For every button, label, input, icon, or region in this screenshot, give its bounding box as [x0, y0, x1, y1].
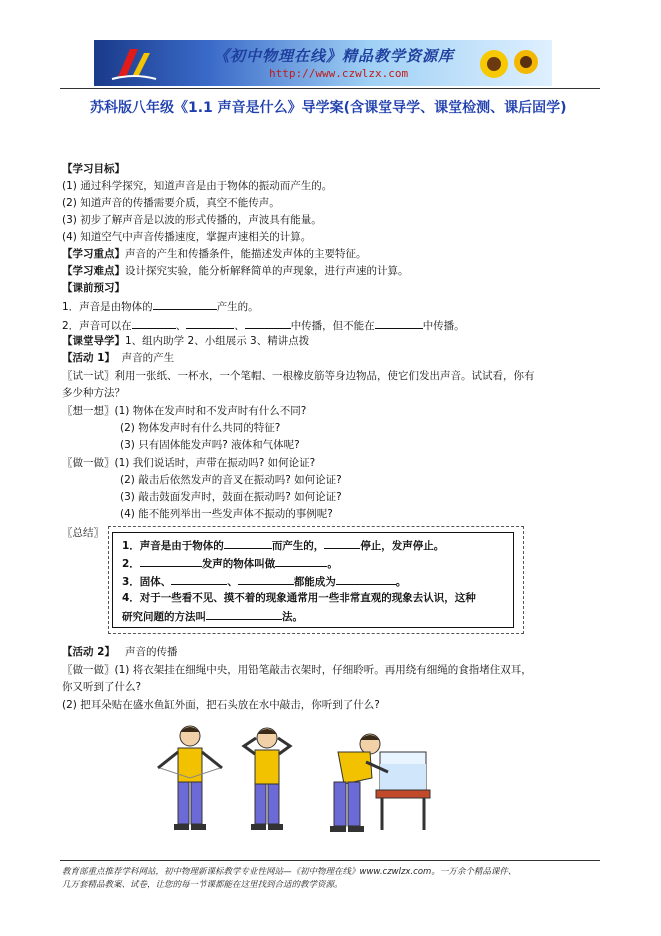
summary-item-4: 4．对于一些看不见、摸不着的现象通常用一些非常直观的现象去认识，这种	[122, 592, 476, 604]
guide-text: 1、组内助学 2、小组展示 3、精讲点拨	[125, 335, 310, 347]
fill-blank[interactable]	[336, 573, 396, 585]
summary-text: 1．声音是由于物体的	[122, 540, 224, 552]
summary-item-2	[122, 555, 338, 571]
summary-text: 法。	[282, 611, 303, 623]
preview-q2-text: 中传播，但不能在	[290, 320, 375, 332]
difficulty	[62, 264, 409, 278]
objective-item: (3) 初步了解声音是以波的形式传播的，声波具有能量。	[62, 214, 322, 226]
summary-text: 。	[327, 558, 338, 570]
summary-text: 都能成为	[293, 576, 336, 588]
preview-q1-text: 产生的。	[216, 301, 259, 313]
do-line	[62, 456, 315, 470]
boy-fish-tank-illustration	[318, 722, 438, 834]
objective-item: (2) 知道声音的传播需要介质，真空不能传声。	[62, 197, 280, 209]
summary-text: 而产生的，	[271, 540, 325, 552]
banner-url[interactable]: http://www.czwlzx.com	[269, 67, 409, 80]
objectives-heading: 【学习目标】	[62, 163, 125, 175]
preview-q1-text: 1．声音是由物体的	[62, 301, 153, 313]
fill-blank[interactable]	[238, 573, 294, 585]
try-it-line: 〖试一试〗利用一张纸、一杯水，一个笔帽、一根橡皮筋等身边物品，使它们发出声音。试试看，你有	[62, 370, 535, 382]
do-item: (4) 能不能列举出一些发声体不振动的事例呢?	[120, 508, 333, 520]
try-it-line: 多少种方法？	[62, 387, 125, 399]
separator: 、	[234, 320, 245, 332]
do-label: 〖做一做〗	[62, 457, 115, 469]
difficulty-text: 设计探究实验，能分析解释简单的声现象，进行声速的计算。	[125, 265, 409, 277]
summary-item-3	[122, 573, 406, 589]
preview-question-2	[62, 317, 465, 333]
summary-label: 〖总结〗	[62, 527, 104, 539]
boy-listening-hanger-illustration	[150, 722, 230, 834]
header-divider	[60, 88, 600, 89]
think-item: (3) 只有固体能发声吗? 液体和气体呢?	[120, 439, 300, 451]
key-point-label: 【学习重点】	[62, 248, 125, 260]
activity-1-label: 【活动 1】	[62, 352, 115, 364]
fill-blank[interactable]	[206, 608, 282, 620]
sunflower-icon	[474, 44, 544, 84]
footer-line: 教育部重点推荐学科网站，初中物理新课标教学专业性网站—《初中物理在线》www.czwlzx.com。一万余个精品课件、	[62, 867, 517, 877]
summary-text: 。	[395, 576, 407, 588]
activity-1-header	[62, 351, 174, 365]
footer-line: 几万套精品教案、试卷，让您的每一节课都能在这里找到合适的教学资源。	[62, 880, 343, 890]
think-line	[62, 404, 306, 418]
key-point	[62, 247, 367, 261]
fill-blank[interactable]	[132, 317, 176, 329]
do-item: (3) 敲击鼓面发声时，鼓面在振动吗? 如何论证?	[120, 491, 342, 503]
fill-blank[interactable]	[171, 573, 227, 585]
key-point-text: 声音的产生和传播条件，能描述发声体的主要特征。	[125, 248, 367, 260]
summary-item-4-cont	[122, 608, 303, 624]
footer-divider	[60, 860, 600, 861]
separator: 、	[175, 320, 187, 332]
preview-question-1	[62, 298, 259, 314]
summary-item-1	[122, 537, 444, 553]
activity-2-do-line: 你又听到了什么?	[62, 681, 142, 693]
do-item: (1) 我们说话时，声带在振动吗? 如何论证?	[114, 457, 316, 469]
fill-blank[interactable]	[324, 537, 360, 549]
activity-1-title: 声音的产生	[121, 352, 175, 364]
summary-text: 发声的物体叫做	[201, 558, 276, 570]
site-banner	[94, 40, 552, 86]
preview-heading: 【课前预习】	[62, 282, 125, 294]
difficulty-label: 【学习难点】	[62, 265, 125, 277]
fill-blank[interactable]	[140, 555, 202, 567]
summary-text: 2．	[122, 558, 140, 570]
think-item: (2) 物体发声时有什么共同的特征?	[120, 422, 281, 434]
boy-ears-plugged-illustration	[232, 722, 302, 834]
summary-text: 研究问题的方法叫	[122, 611, 206, 623]
objective-item: (4) 知道空气中声音传播速度，掌握声速相关的计算。	[62, 231, 312, 243]
activity-2-label: 【活动 2】	[62, 646, 115, 658]
summary-text: 、	[227, 576, 238, 588]
activity-2-do-line: 〖做一做〗(1) 将衣架挂在细绳中央，用铅笔敲击衣架时，仔细聆听。再用绕有细绳的食指堵住双耳，	[62, 664, 532, 676]
preview-q2-text: 2．声音可以在	[62, 320, 132, 332]
summary-text: 3．固体、	[122, 576, 172, 588]
activity-2-header	[62, 645, 177, 659]
fill-blank[interactable]	[186, 317, 234, 329]
site-logo-icon	[104, 43, 164, 83]
preview-q2-text: 中传播。	[422, 320, 465, 332]
fill-blank[interactable]	[275, 555, 327, 567]
fill-blank[interactable]	[153, 298, 217, 310]
activity-2-do-line: (2) 把耳朵贴在盛水鱼缸外面，把石头放在水中敲击，你听到了什么?	[62, 699, 380, 711]
do-item: (2) 敲击后依然发声的音叉在振动吗? 如何论证?	[120, 474, 342, 486]
fill-blank[interactable]	[245, 317, 291, 329]
objective-item: (1) 通过科学探究，知道声音是由于物体的振动而产生的。	[62, 180, 333, 192]
fill-blank[interactable]	[224, 537, 272, 549]
document-title: 苏科版八年级《1.1 声音是什么》导学案(含课堂导学、课堂检测、课后固学)	[90, 100, 567, 116]
summary-text: 停止，发声停止。	[360, 540, 445, 552]
think-label: 〖想一想〗	[62, 405, 115, 417]
fill-blank[interactable]	[375, 317, 423, 329]
classroom-guide	[62, 334, 309, 348]
banner-title: 《初中物理在线》精品教学资源库	[214, 47, 455, 65]
guide-label: 【课堂导学】	[62, 335, 125, 347]
think-item: (1) 物体在发声时和不发声时有什么不同?	[114, 405, 307, 417]
activity-2-title: 声音的传播	[124, 646, 178, 658]
